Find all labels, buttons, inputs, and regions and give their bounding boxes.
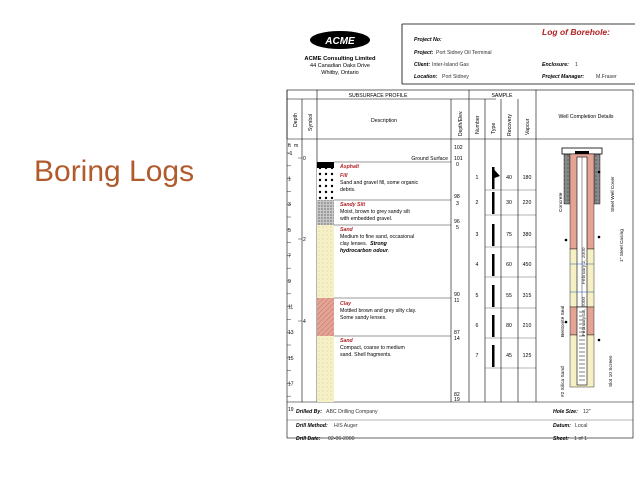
elev-value: 82 (454, 392, 460, 398)
col-symbol: Symbol (308, 113, 314, 131)
layer-name: Fill (340, 173, 348, 179)
client-label: Client: (414, 62, 431, 68)
drill-method-label: Drill Method: (296, 423, 328, 429)
depth-ft-label: 3 (288, 202, 291, 209)
location-label: Location: (414, 74, 438, 80)
label-screen: Slot 10 Screen (609, 355, 614, 387)
label-marker (598, 171, 601, 174)
unit-ft: ft (288, 143, 291, 149)
depth-m-label: 2 (303, 237, 306, 243)
sample-recovery: 45 (506, 353, 512, 359)
sample-type-bar (492, 254, 495, 276)
drill-method-value: H/S Auger (334, 423, 358, 429)
client-value: Inter-Island Gas (432, 62, 469, 68)
datum-label: Datum: (553, 423, 571, 429)
hole-size-value: 12" (583, 409, 591, 415)
enclosure-label: Enclosure: (542, 62, 569, 68)
project-value: Port Sidney Oil Terminal (436, 50, 492, 56)
col-well: Well Completion Details (558, 114, 614, 120)
drill-date-label: Drill Date: (296, 436, 321, 442)
well-diagram (558, 148, 625, 397)
elevation-column (454, 145, 463, 403)
layer-desc: debris. (340, 187, 356, 193)
col-recovery: Recovery (507, 114, 513, 136)
elev-value: 3 (456, 201, 459, 207)
hole-size-label: Hole Size: (553, 409, 578, 415)
depth-ft-label: 5 (288, 227, 291, 234)
elev-value: 101 (454, 156, 463, 162)
unit-m: m (294, 143, 299, 149)
layer-desc: Medium to fine sand, occasional (340, 234, 415, 240)
sample-vapour: 125 (522, 353, 532, 359)
label-bentonite: Bentonite Seal (561, 305, 566, 337)
sample-recovery: 80 (506, 323, 512, 329)
company-city: Whitby, Ontario (321, 70, 359, 76)
elev-value: 98 (454, 194, 460, 200)
layer-desc: Compact, coarse to medium (340, 345, 405, 351)
col-type: Type (491, 122, 497, 134)
depth-ft-label: -1 (288, 151, 293, 157)
layer-desc: Mottled brown and grey silty clay. (340, 308, 417, 314)
sample-type-bar (492, 192, 495, 214)
depth-scale (287, 143, 306, 413)
label-marker (598, 236, 601, 239)
depth-ft-label: 13 (288, 330, 294, 337)
layer-name: Sand (340, 338, 353, 344)
stratum-sand-1 (317, 225, 334, 298)
elev-value: 19 (454, 397, 460, 403)
layer-desc: clay lenses. Strong (340, 241, 387, 247)
depth-ft-label: 15 (288, 355, 294, 362)
log-footer (287, 409, 633, 442)
depth-m-label: 4 (303, 319, 306, 325)
sample-number: 3 (475, 232, 479, 238)
depth-ft-label: 9 (288, 279, 291, 285)
sample-vapour: 450 (522, 262, 532, 268)
layer-desc: Moist, brown to grey sandy silt (340, 209, 410, 215)
layer-desc: Sand and gravel fill, some organic (340, 180, 419, 186)
sample-number: 1 (475, 175, 479, 181)
stratum-sand-2 (317, 336, 334, 402)
sample-recovery: 55 (506, 293, 512, 299)
elev-value: 87 (454, 330, 460, 336)
location-value: Port Sidney (442, 74, 469, 80)
drill-date-value: 02-06-2000 (328, 436, 355, 442)
sample-type-bar (492, 345, 495, 367)
layer-desc: with embedded gravel. (340, 216, 393, 222)
label-concrete: Concrete (559, 192, 564, 212)
label-date-1: February 2, 2000 (582, 247, 587, 284)
datum-value: Local (575, 423, 588, 429)
sheet-value: 1 of 1 (574, 436, 587, 442)
pm-value: M.Fraser (596, 74, 617, 80)
slide-title: Boring Logs (34, 155, 195, 188)
col-depth-elev: Depth/Elev. (458, 110, 464, 136)
stratum-clay (317, 298, 334, 336)
col-number: Number (475, 115, 481, 134)
sample-recovery: 30 (506, 200, 512, 206)
sample-number: 2 (475, 200, 479, 206)
label-marker (565, 239, 568, 242)
log-header (304, 24, 635, 84)
sample-type-bar (492, 167, 495, 189)
elev-value: 14 (454, 336, 460, 342)
depth-m-label: 0 (303, 156, 306, 162)
stratum-fill (317, 168, 334, 200)
sampler-tip-icon (495, 170, 501, 178)
label-silica: #2 Silica Sand (561, 366, 566, 397)
concrete-right (594, 154, 600, 204)
sample-type-bar (492, 224, 495, 246)
depth-ft-label: 11 (288, 304, 294, 311)
elev-value: 96 (454, 219, 460, 225)
strata-symbols (317, 162, 334, 402)
company-address: 44 Canadian Oaks Drive (310, 63, 370, 69)
sample-type-bar (492, 285, 495, 307)
project-no-label: Project No: (414, 37, 442, 43)
elev-value: 11 (454, 298, 460, 304)
sample-recovery: 40 (506, 175, 512, 181)
elev-value: 5 (456, 225, 459, 231)
sample-vapour: 180 (522, 175, 532, 181)
sample-vapour: 210 (522, 323, 532, 329)
concrete-left (564, 154, 570, 204)
stratum-asphalt (317, 162, 334, 168)
col-depth: Depth (293, 113, 299, 127)
ground-surface-label: Ground Surface (411, 156, 448, 162)
project-label: Project: (414, 50, 434, 56)
depth-ft-label: 19 (288, 407, 294, 413)
layer-name: Sandy Silt (340, 202, 366, 208)
well-cap-lid (575, 151, 589, 154)
logo-text: ACME (325, 36, 355, 47)
company-name: ACME Consulting Limited (304, 56, 376, 62)
sample-recovery: 75 (506, 232, 512, 238)
label-steel-well-cover: Steel Well Cover (611, 176, 616, 212)
drilled-by-label: Drilled By: (296, 409, 322, 415)
layer-name: Sand (340, 227, 353, 233)
layer-name: Asphalt (340, 164, 360, 170)
layer-name: Clay (340, 301, 351, 307)
borehole-log (270, 22, 635, 467)
sample-type-bar (492, 315, 495, 337)
depth-ft-label: 17 (288, 381, 294, 388)
layer-desc: Some sandy lenses. (340, 315, 387, 321)
depth-ft-label: 1 (288, 176, 291, 183)
layer-desc: sand. Shell fragments. (340, 352, 392, 358)
layer-descriptions (339, 164, 419, 358)
profile-header: SUBSURFACE PROFILE (348, 93, 408, 99)
elev-value: 90 (454, 292, 460, 298)
sample-vapour: 380 (522, 232, 532, 238)
elev-value: 102 (454, 145, 463, 151)
sample-recovery: 60 (506, 262, 512, 268)
label-marker (598, 339, 601, 342)
col-description: Description (371, 118, 397, 124)
sample-number: 5 (475, 293, 479, 299)
stratum-sandy-silt (317, 200, 334, 225)
drilled-by-value: ABC Drilling Company (326, 409, 378, 415)
depth-ft-label: 7 (288, 253, 291, 260)
pm-label: Project Manager: (542, 74, 585, 80)
sample-rows (476, 167, 536, 368)
sample-number: 4 (475, 262, 479, 268)
sample-vapour: 220 (522, 200, 532, 206)
sheet-label: Sheet: (553, 436, 569, 442)
log-heading: Log of Borehole: (542, 27, 610, 37)
sample-number: 7 (475, 353, 479, 359)
label-date-2: February 18, 2000 (582, 296, 587, 336)
enclosure-value: 1 (575, 62, 578, 68)
col-vapour: Vapour (525, 118, 531, 135)
sample-header: SAMPLE (491, 93, 513, 99)
elev-value: 0 (456, 162, 459, 168)
sample-number: 6 (475, 323, 479, 329)
label-steel-casing: 1" Steel Casing (620, 229, 625, 262)
layer-desc: hydrocarbon odour. (340, 248, 390, 254)
sample-vapour: 315 (522, 293, 532, 299)
